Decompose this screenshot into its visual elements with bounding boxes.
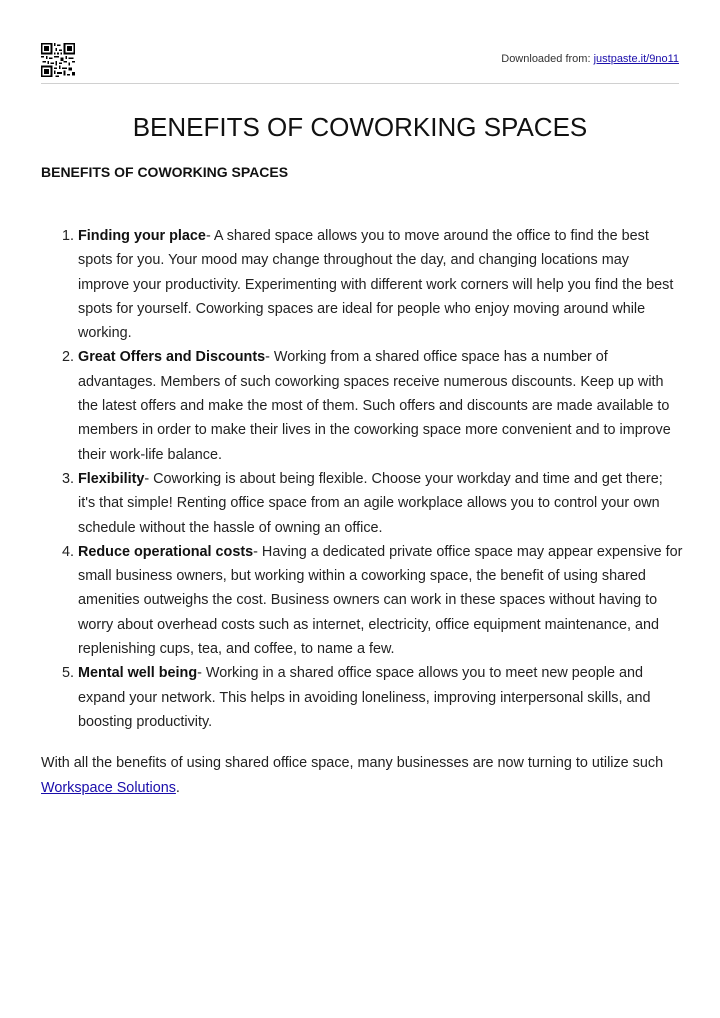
benefit-title: Reduce operational costs <box>78 543 254 560</box>
benefit-title: Finding your place <box>78 228 206 244</box>
list-item <box>78 345 683 466</box>
benefit-title: Flexibility <box>78 470 145 487</box>
benefit-text: - Working in a shared office space allows you to meet new people and expand your network. This helps in avoiding loneliness, improving interpersonal skills, and boosting productivity. <box>78 665 651 730</box>
list-item <box>78 224 683 345</box>
list-item <box>78 467 683 540</box>
download-source-prefix: Downloaded from: <box>501 53 594 65</box>
benefits-list <box>41 224 683 734</box>
section-heading: BENEFITS OF COWORKING SPACES <box>41 164 289 180</box>
benefit-title: Great Offers and Discounts <box>78 349 266 366</box>
source-link[interactable]: justpaste.it/9no11 <box>593 53 679 65</box>
closing-text: With all the benefits of using shared office space, many businesses are now turning to utilize such <box>41 755 664 771</box>
page-title: BENEFITS OF COWORKING SPACES <box>132 112 588 142</box>
benefit-text: - Working from a shared office space has a number of advantages. Members of such coworking spaces receive numerous discounts. Keep up with the latest offers and make the most of them. Such offers and discounts are made available to members in order to make their lives in the coworking space more convenient and to improve their work-life balance. <box>78 349 671 463</box>
workspace-solutions-link[interactable]: Workspace Solutions <box>41 780 176 796</box>
list-item <box>78 540 683 661</box>
benefit-title: Mental well being <box>78 665 198 682</box>
closing-paragraph <box>41 751 681 801</box>
qr-code-icon <box>41 43 75 77</box>
page-header <box>41 43 679 84</box>
closing-period: . <box>175 780 180 796</box>
benefit-text: - Having a dedicated private office space may appear expensive for small business owners, but working within a coworking space, the benefit of using shared amenities outweighs the cost. Business owners can work in these spaces without having to worry about overhead costs such as internet, electricity, office equipment maintenance, and replenishing cups, tea, and coffee, to name a few. <box>78 543 683 658</box>
benefit-text: - A shared space allows you to move around the office to find the best spots for you. Your mood may change throughout the day, and changing locations may improve your productivity. Experimenting with different work corners will help you find the best spots for yourself. Coworking spaces are ideal for people who enjoy moving around while working. <box>78 228 674 342</box>
benefit-text: - Coworking is about being flexible. Choose your workday and time and get there; it's that simple! Renting office space from an agile workplace allows you to control your own schedule without the hassle of owning an office. <box>78 470 663 536</box>
download-source <box>501 53 679 65</box>
list-item <box>78 661 683 734</box>
